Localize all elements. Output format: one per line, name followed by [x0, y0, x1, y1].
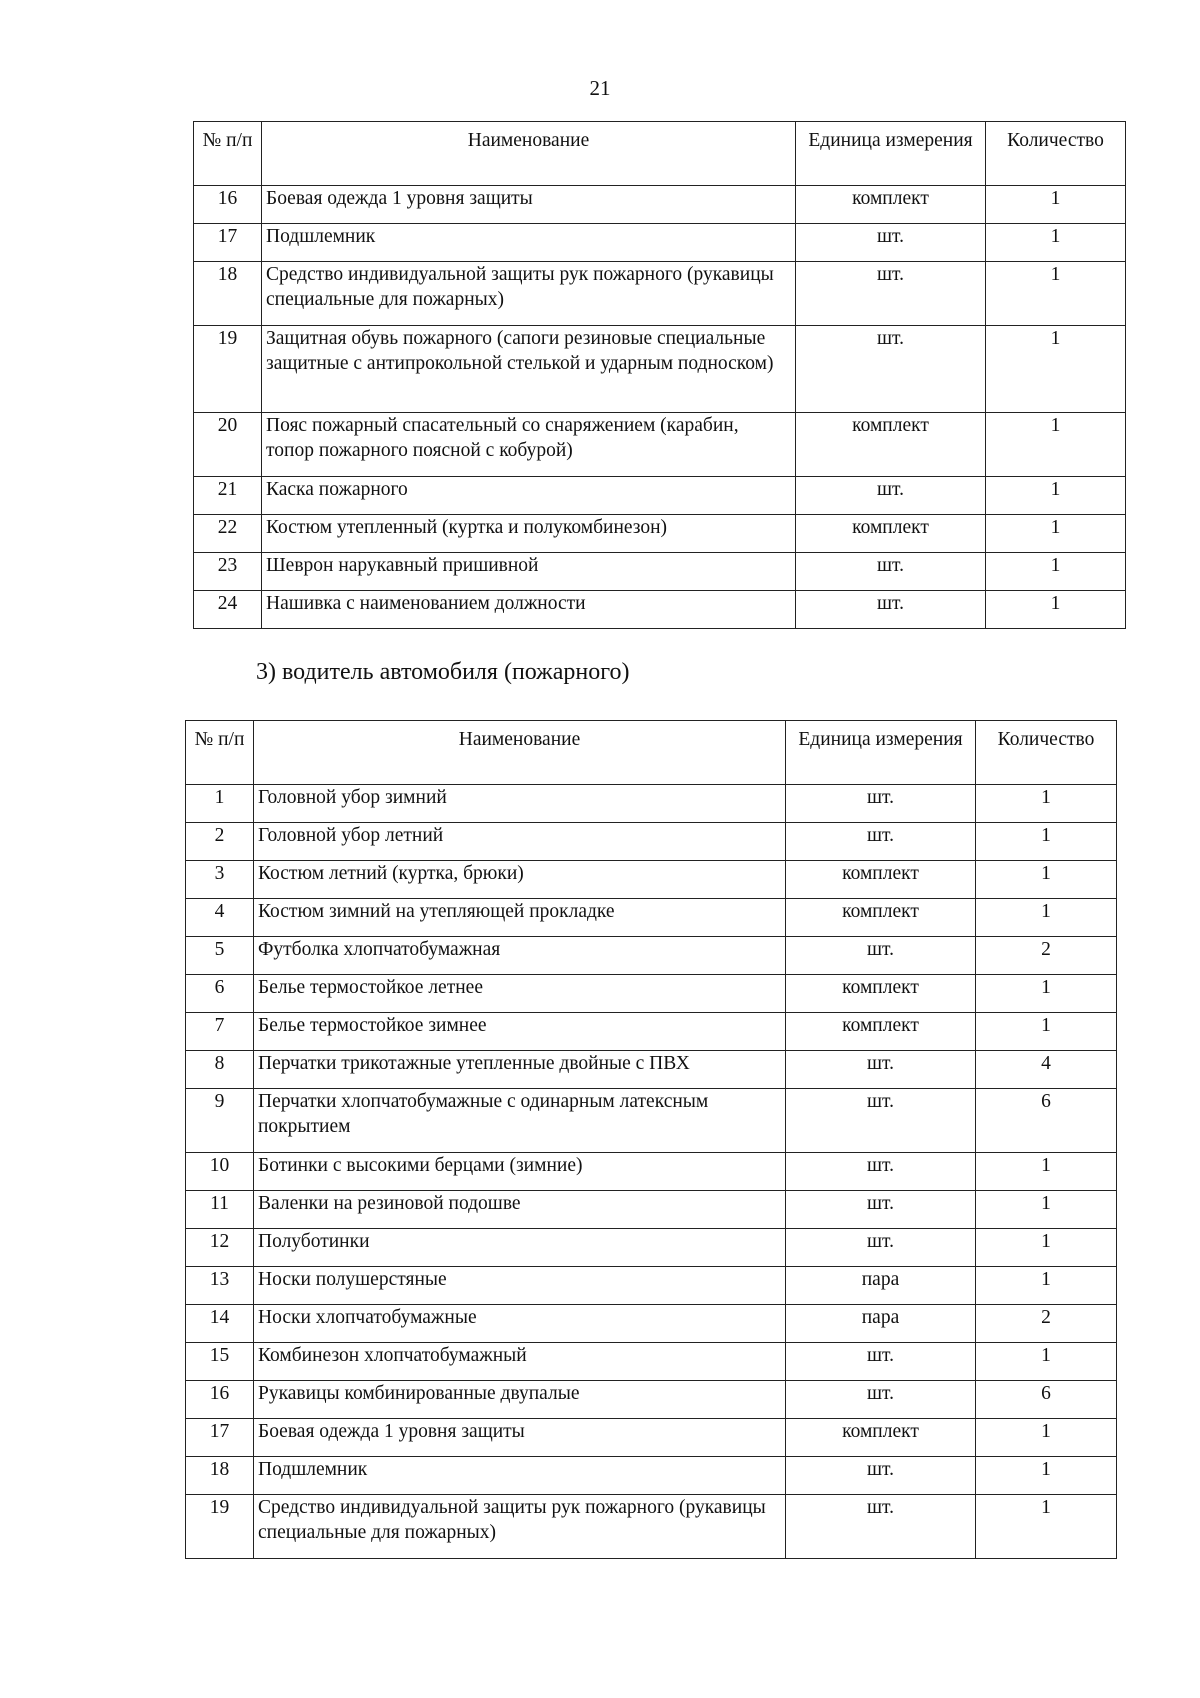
row-qty: 1 — [986, 477, 1126, 515]
row-name: Головной убор летний — [254, 823, 786, 861]
table-row — [194, 413, 1126, 477]
row-name: Костюм утепленный (куртка и полукомбинезон) — [262, 515, 796, 553]
row-name: Костюм летний (куртка, брюки) — [254, 861, 786, 899]
row-qty: 1 — [986, 413, 1126, 477]
row-name: Подшлемник — [254, 1457, 786, 1495]
row-name: Ботинки с высокими берцами (зимние) — [254, 1153, 786, 1191]
row-name: Полуботинки — [254, 1229, 786, 1267]
table-row — [194, 591, 1126, 629]
row-num: 12 — [186, 1229, 254, 1267]
row-num: 1 — [186, 785, 254, 823]
row-name: Комбинезон хлопчатобумажный — [254, 1343, 786, 1381]
table-row — [194, 553, 1126, 591]
row-qty: 1 — [976, 1419, 1117, 1457]
table-header-row — [186, 721, 1117, 785]
row-name: Боевая одежда 1 уровня защиты — [262, 186, 796, 224]
table-row — [186, 1191, 1117, 1229]
header-unit: Единица измерения — [796, 122, 986, 186]
table-row — [186, 1267, 1117, 1305]
row-qty: 1 — [986, 186, 1126, 224]
row-num: 19 — [186, 1495, 254, 1559]
row-unit: шт. — [786, 1343, 976, 1381]
row-unit: шт. — [786, 1381, 976, 1419]
table-row — [186, 785, 1117, 823]
row-unit: шт. — [796, 553, 986, 591]
row-unit: шт. — [786, 1495, 976, 1559]
row-qty: 1 — [986, 553, 1126, 591]
row-num: 6 — [186, 975, 254, 1013]
row-num: 19 — [194, 326, 262, 413]
row-qty: 4 — [976, 1051, 1117, 1089]
row-num: 17 — [186, 1419, 254, 1457]
row-unit: комплект — [786, 1013, 976, 1051]
row-name: Носки полушерстяные — [254, 1267, 786, 1305]
section-title: 3) водитель автомобиля (пожарного) — [256, 659, 630, 685]
row-qty: 1 — [986, 262, 1126, 326]
row-name: Головной убор зимний — [254, 785, 786, 823]
equipment-table-2 — [185, 720, 1117, 1559]
row-unit: шт. — [796, 224, 986, 262]
row-num: 13 — [186, 1267, 254, 1305]
row-unit: шт. — [786, 1089, 976, 1153]
row-unit: шт. — [786, 1153, 976, 1191]
row-name: Шеврон нарукавный пришивной — [262, 553, 796, 591]
equipment-table-1 — [193, 121, 1126, 629]
row-name: Костюм зимний на утепляющей прокладке — [254, 899, 786, 937]
row-qty: 1 — [976, 975, 1117, 1013]
row-num: 9 — [186, 1089, 254, 1153]
row-num: 16 — [186, 1381, 254, 1419]
table-row — [186, 1153, 1117, 1191]
table-row — [186, 1051, 1117, 1089]
header-unit: Единица измерения — [786, 721, 976, 785]
row-num: 18 — [194, 262, 262, 326]
row-name: Средство индивидуальной защиты рук пожарного (рукавицы специальные для пожарных) — [262, 262, 796, 326]
row-name: Перчатки хлопчатобумажные с одинарным латексным покрытием — [254, 1089, 786, 1153]
row-qty: 1 — [976, 1013, 1117, 1051]
header-qty: Количество — [986, 122, 1126, 186]
row-name: Перчатки трикотажные утепленные двойные с ПВХ — [254, 1051, 786, 1089]
row-name: Боевая одежда 1 уровня защиты — [254, 1419, 786, 1457]
row-num: 11 — [186, 1191, 254, 1229]
row-name: Носки хлопчатобумажные — [254, 1305, 786, 1343]
row-qty: 1 — [976, 1267, 1117, 1305]
row-qty: 1 — [986, 326, 1126, 413]
header-num: № п/п — [186, 721, 254, 785]
row-qty: 1 — [986, 224, 1126, 262]
row-num: 16 — [194, 186, 262, 224]
header-name: Наименование — [262, 122, 796, 186]
table-row — [186, 1305, 1117, 1343]
table-row — [186, 861, 1117, 899]
row-num: 7 — [186, 1013, 254, 1051]
row-unit: пара — [786, 1305, 976, 1343]
row-name: Белье термостойкое летнее — [254, 975, 786, 1013]
row-num: 10 — [186, 1153, 254, 1191]
row-unit: комплект — [796, 515, 986, 553]
row-unit: шт. — [786, 1457, 976, 1495]
row-qty: 1 — [976, 1229, 1117, 1267]
table-row — [194, 224, 1126, 262]
row-unit: комплект — [786, 975, 976, 1013]
row-name: Футболка хлопчатобумажная — [254, 937, 786, 975]
row-num: 4 — [186, 899, 254, 937]
row-num: 3 — [186, 861, 254, 899]
row-name: Рукавицы комбинированные двупалые — [254, 1381, 786, 1419]
row-qty: 1 — [986, 515, 1126, 553]
row-name: Каска пожарного — [262, 477, 796, 515]
row-unit: шт. — [786, 823, 976, 861]
row-num: 8 — [186, 1051, 254, 1089]
row-unit: комплект — [796, 186, 986, 224]
table-row — [194, 262, 1126, 326]
row-qty: 1 — [976, 1191, 1117, 1229]
table-row — [186, 899, 1117, 937]
row-qty: 6 — [976, 1381, 1117, 1419]
row-num: 18 — [186, 1457, 254, 1495]
table-row — [186, 975, 1117, 1013]
table-row — [194, 515, 1126, 553]
table-row — [194, 477, 1126, 515]
table-row — [186, 1343, 1117, 1381]
table-row — [186, 1419, 1117, 1457]
row-num: 17 — [194, 224, 262, 262]
row-unit: пара — [786, 1267, 976, 1305]
row-unit: шт. — [786, 1229, 976, 1267]
row-unit: шт. — [786, 785, 976, 823]
row-qty: 1 — [976, 861, 1117, 899]
row-qty: 1 — [976, 899, 1117, 937]
row-unit: шт. — [796, 477, 986, 515]
row-qty: 2 — [976, 937, 1117, 975]
row-name: Подшлемник — [262, 224, 796, 262]
table-row — [186, 1381, 1117, 1419]
table-row — [186, 1457, 1117, 1495]
row-unit: комплект — [786, 861, 976, 899]
row-unit: шт. — [796, 262, 986, 326]
row-qty: 1 — [976, 823, 1117, 861]
row-num: 21 — [194, 477, 262, 515]
header-name: Наименование — [254, 721, 786, 785]
row-unit: шт. — [786, 1191, 976, 1229]
row-num: 2 — [186, 823, 254, 861]
row-qty: 1 — [986, 591, 1126, 629]
table-row — [186, 1495, 1117, 1559]
row-qty: 2 — [976, 1305, 1117, 1343]
table-row — [194, 326, 1126, 413]
row-unit: комплект — [786, 899, 976, 937]
row-name: Белье термостойкое зимнее — [254, 1013, 786, 1051]
row-num: 23 — [194, 553, 262, 591]
table-row — [186, 1013, 1117, 1051]
row-num: 20 — [194, 413, 262, 477]
row-unit: комплект — [796, 413, 986, 477]
row-unit: шт. — [796, 591, 986, 629]
row-name: Пояс пожарный спасательный со снаряжением (карабин, топор пожарного поясной с кобурой) — [262, 413, 796, 477]
row-qty: 1 — [976, 1153, 1117, 1191]
table-row — [186, 823, 1117, 861]
row-unit: шт. — [786, 937, 976, 975]
row-qty: 6 — [976, 1089, 1117, 1153]
row-num: 14 — [186, 1305, 254, 1343]
row-num: 15 — [186, 1343, 254, 1381]
row-num: 22 — [194, 515, 262, 553]
row-name: Валенки на резиновой подошве — [254, 1191, 786, 1229]
row-name: Нашивка с наименованием должности — [262, 591, 796, 629]
header-qty: Количество — [976, 721, 1117, 785]
row-unit: шт. — [796, 326, 986, 413]
row-unit: шт. — [786, 1051, 976, 1089]
table-row — [186, 1089, 1117, 1153]
row-qty: 1 — [976, 1343, 1117, 1381]
row-num: 24 — [194, 591, 262, 629]
row-qty: 1 — [976, 785, 1117, 823]
table-row — [186, 937, 1117, 975]
table-row — [194, 186, 1126, 224]
header-num: № п/п — [194, 122, 262, 186]
row-name: Защитная обувь пожарного (сапоги резиновые специальные защитные с антипрокольной стелькой и ударным подноском) — [262, 326, 796, 413]
row-qty: 1 — [976, 1495, 1117, 1559]
row-name: Средство индивидуальной защиты рук пожарного (рукавицы специальные для пожарных) — [254, 1495, 786, 1559]
row-num: 5 — [186, 937, 254, 975]
table-row — [186, 1229, 1117, 1267]
row-unit: комплект — [786, 1419, 976, 1457]
table-header-row — [194, 122, 1126, 186]
row-qty: 1 — [976, 1457, 1117, 1495]
page-number: 21 — [589, 76, 611, 100]
